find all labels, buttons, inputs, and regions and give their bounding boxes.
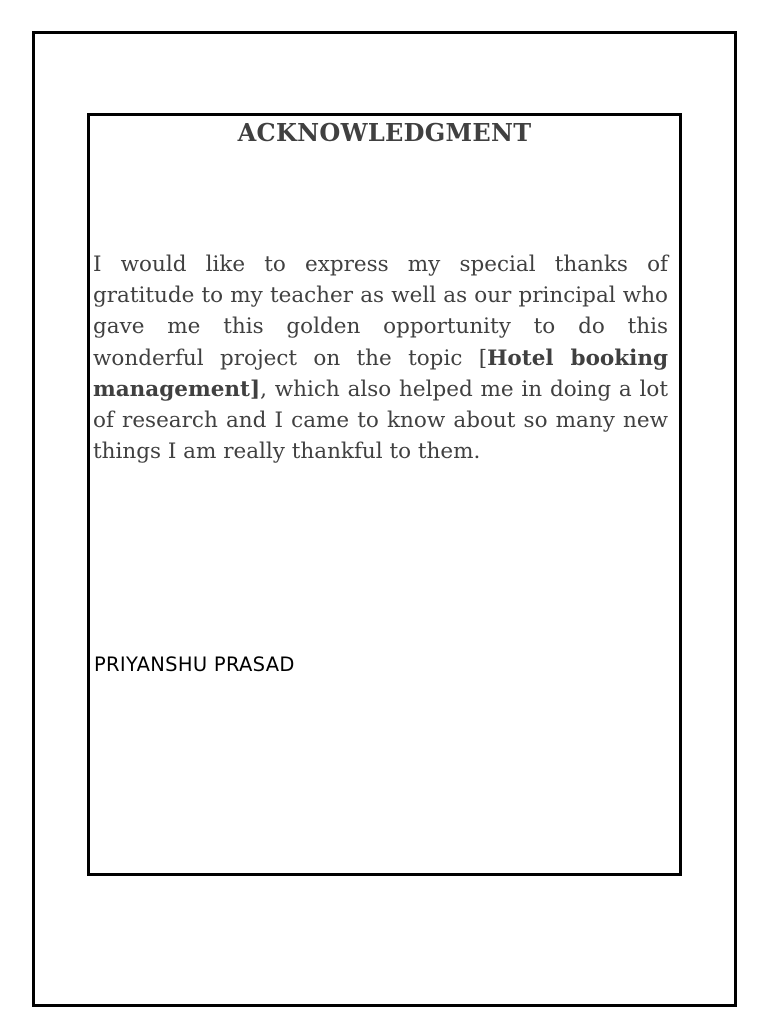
acknowledgment-paragraph bbox=[93, 249, 668, 467]
project-topic: Hotel booking management bbox=[93, 345, 668, 402]
page-title: ACKNOWLEDGMENT bbox=[237, 118, 532, 147]
inner-content-border bbox=[87, 113, 682, 876]
author-signature: PRIYANSHU PRASAD bbox=[94, 653, 295, 676]
paragraph-text-part1: I would like to express my special thanks of gratitude to my teacher as well as our principal who gave me this golden opportunity to do this wonderful project on the topic [ bbox=[93, 252, 668, 371]
topic-bracket-close: ] bbox=[249, 376, 261, 402]
paragraph-text-part2: , which also helped me in doing a lot of research and I came to know about so many new things I am really thankful to them. bbox=[93, 376, 668, 465]
